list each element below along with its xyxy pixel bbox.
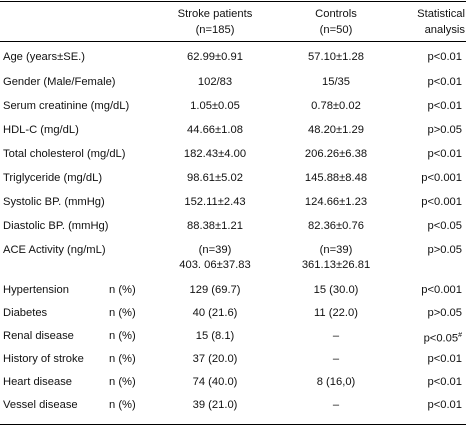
- stat-value: p<0.01: [427, 100, 462, 112]
- header-controls-title: Controls: [315, 8, 357, 20]
- controls-value: 15/35: [322, 76, 350, 88]
- table-row: [0, 75, 466, 95]
- controls-value: 15 (30.0): [313, 284, 359, 296]
- header-stroke-patients: [170, 6, 260, 38]
- table-header-rule: [0, 41, 466, 42]
- table-row: [0, 283, 466, 303]
- row-label: Renal disease: [3, 330, 74, 342]
- row-label: Age (years±SE.): [3, 51, 85, 63]
- row-unit: n (%): [109, 353, 136, 365]
- table-row: [0, 99, 466, 119]
- stroke-value: 129 (69.7): [189, 284, 241, 296]
- table-row: [0, 243, 466, 277]
- row-label: Vessel disease: [3, 399, 78, 411]
- stat-value: p<0.001: [421, 284, 462, 296]
- controls-value: 8 (16,0): [316, 376, 356, 388]
- stat-value: p>0.05: [427, 307, 462, 319]
- table-row: [0, 306, 466, 326]
- table-top-rule: [0, 1, 466, 2]
- controls-value: 11 (22.0): [314, 307, 358, 319]
- table-row: [0, 352, 466, 372]
- controls-ace-value: 361.13±26.81: [301, 259, 371, 271]
- table-row: [0, 219, 466, 239]
- stat-value: p>0.05: [427, 244, 462, 256]
- row-unit: n (%): [109, 284, 136, 296]
- table-row: [0, 195, 466, 215]
- row-unit: n (%): [109, 330, 136, 342]
- header-stat-line1: Statistical: [417, 8, 465, 20]
- table-row: [0, 147, 466, 167]
- header-stroke-n: (n=185): [195, 24, 235, 36]
- table-bottom-rule: [0, 424, 466, 425]
- controls-value: 124.66±1.23: [304, 196, 368, 208]
- row-unit: n (%): [109, 376, 136, 388]
- stroke-value: 44.66±1.08: [187, 124, 243, 136]
- controls-value: 82.36±0.76: [308, 220, 364, 232]
- row-unit: n (%): [109, 399, 136, 411]
- row-label: Diastolic BP. (mmHg): [3, 220, 109, 232]
- stat-value: p<0.01: [427, 399, 462, 411]
- row-label: Gender (Male/Female): [3, 76, 116, 88]
- stat-value: p<0.01: [427, 51, 462, 63]
- controls-value: 145.88±8.48: [304, 172, 368, 184]
- table-row: [0, 398, 466, 418]
- row-label: Heart disease: [3, 376, 73, 388]
- stroke-ace-value: 403. 06±37.83: [179, 259, 251, 271]
- controls-value: 48.20±1.29: [308, 124, 364, 136]
- stroke-n: (n=39): [198, 244, 232, 256]
- header-stroke-title: Stroke patients: [177, 8, 253, 20]
- table-row: [0, 329, 466, 349]
- controls-value: 206.26±6.38: [304, 148, 368, 160]
- stroke-value: 39 (21.0): [192, 399, 238, 411]
- header-statistical-analysis: [395, 6, 465, 38]
- stroke-value: 62.99±0.91: [187, 51, 243, 63]
- stat-value: p<0.01: [427, 148, 462, 160]
- row-label: Serum creatinine (mg/dL): [3, 100, 130, 112]
- row-unit: n (%): [109, 307, 136, 319]
- stroke-value: 152.11±2.43: [184, 196, 246, 208]
- stroke-value: 15 (8.1): [195, 330, 235, 342]
- row-label: History of stroke: [3, 353, 84, 365]
- row-label: Triglyceride (mg/dL): [3, 172, 103, 184]
- stroke-value: 37 (20.0): [192, 353, 238, 365]
- stroke-value: 1.05±0.05: [190, 100, 240, 112]
- header-controls-n: (n=50): [319, 24, 353, 36]
- row-label: HDL-C (mg/dL): [3, 124, 79, 136]
- controls-value: 57.10±1.28: [308, 51, 364, 63]
- stat-value: p<0.01: [427, 353, 462, 365]
- row-label: Diabetes: [3, 307, 48, 319]
- stroke-value: 88.38±1.21: [187, 220, 243, 232]
- stat-value: p<0.05: [427, 220, 462, 232]
- controls-value: –: [332, 353, 340, 365]
- controls-value: –: [332, 399, 340, 411]
- stroke-value: 74 (40.0): [192, 376, 238, 388]
- row-label: ACE Activity (ng/mL): [3, 244, 106, 256]
- stat-value: p<0.001: [421, 172, 462, 184]
- stroke-value: 98.61±5.02: [187, 172, 243, 184]
- stat-value: p<0.001: [421, 196, 462, 208]
- controls-n: (n=39): [319, 244, 353, 256]
- row-label: Systolic BP. (mmHg): [3, 196, 105, 208]
- stroke-value: 40 (21.6): [192, 307, 238, 319]
- table-row: [0, 123, 466, 143]
- row-label: Total cholesterol (mg/dL): [3, 148, 126, 160]
- stat-value: p<0.01: [427, 76, 462, 88]
- row-label: Hypertension: [3, 284, 69, 296]
- stat-value: p<0.05#: [423, 332, 462, 345]
- controls-value: [286, 243, 386, 273]
- table-row: [0, 50, 466, 70]
- table-row: [0, 171, 466, 191]
- stroke-value: 102/83: [197, 76, 233, 88]
- stat-value: p>0.05: [427, 124, 462, 136]
- header-controls: [286, 6, 386, 38]
- controls-value: 0.78±0.02: [311, 100, 361, 112]
- stroke-value: [170, 243, 260, 273]
- table-row: [0, 375, 466, 395]
- stroke-value: 182.43±4.00: [183, 148, 247, 160]
- controls-value: –: [332, 330, 340, 342]
- stat-value: p<0.01: [427, 376, 462, 388]
- header-stat-line2: analysis: [424, 24, 465, 36]
